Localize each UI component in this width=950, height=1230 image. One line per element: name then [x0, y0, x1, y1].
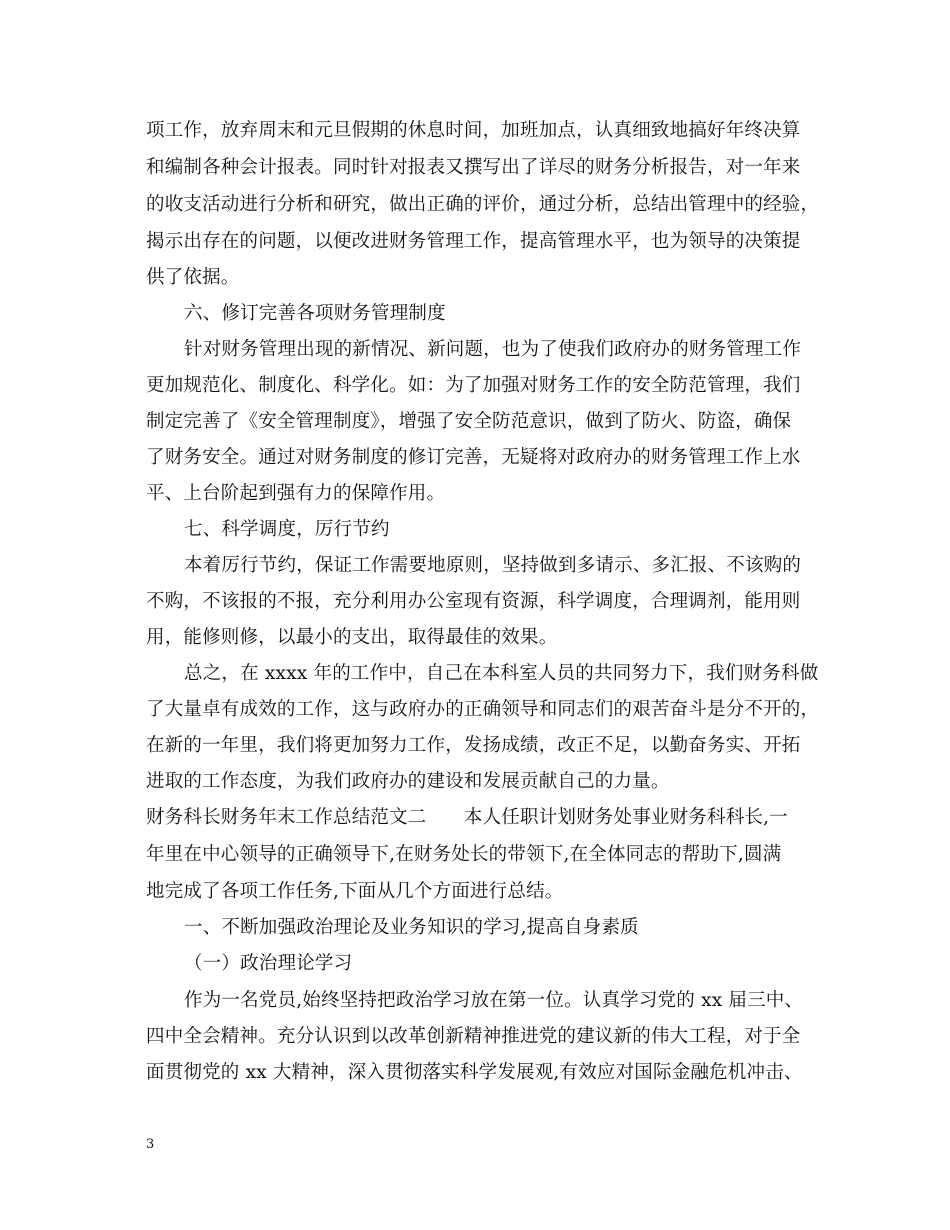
text-line: 年里在中心领导的正确领导下,在财务处长的带领下,在全体同志的帮助下,圆满	[146, 844, 782, 865]
page-number: 3	[146, 1137, 155, 1152]
section-heading: 六、修订完善各项财务管理制度	[184, 303, 446, 324]
text-line: 更加规范化、制度化、科学化。如：为了加强对财务工作的安全防范管理，我们	[146, 375, 801, 396]
text-line: 针对财务管理出现的新情况、新问题，也为了使我们政府办的财务管理工作	[184, 339, 802, 360]
text-line: 作为一名党员,始终坚持把政治学习放在第一位。认真学习党的 xx 届三中、	[184, 990, 804, 1011]
subsection-heading: （一）政治理论学习	[184, 953, 353, 974]
text-line: 项工作，放弃周末和元旦假期的休息时间，加班加点，认真细致地搞好年终决算	[146, 120, 801, 141]
text-line: 地完成了各项工作任务,下面从几个方面进行总结。	[146, 881, 564, 902]
text-line: 四中全会精神。充分认识到以改革创新精神推进党的建议新的伟大工程，对于全	[146, 1026, 801, 1047]
text-line: 总之，在 xxxx 年的工作中，自己在本科室人员的共同努力下，我们财务科做	[184, 663, 819, 684]
section-heading: 七、科学调度，厉行节约	[184, 519, 390, 540]
text-line: 财务科长财务年末工作总结范文二 本人任职计划财务处事业财务科科长,一	[146, 807, 788, 828]
text-line: 不购，不该报的不报，充分利用办公室现有资源，科学调度，合理调剂，能用则	[146, 591, 801, 612]
text-line: 制定完善了《安全管理制度》，增强了安全防范意识，做到了防火、防盗，确保	[146, 411, 792, 432]
text-line: 的收支活动进行分析和研究，做出正确的评价，通过分析，总结出管理中的经验，	[146, 194, 820, 215]
text-line: 本着厉行节约，保证工作需要地原则，坚持做到多请示、多汇报、不该购的	[184, 555, 802, 576]
text-line: 供了依据。	[146, 267, 240, 288]
text-line: 和编制各种会计报表。同时针对报表又撰写出了详尽的财务分析报告，对一年来	[146, 157, 801, 178]
text-line: 揭示出存在的问题，以便改进财务管理工作，提高管理水平，也为领导的决策提	[146, 231, 801, 252]
text-line: 进取的工作态度，为我们政府办的建设和发展贡献自己的力量。	[146, 771, 670, 792]
text-line: 用，能修则修，以最小的支出，取得最佳的效果。	[146, 627, 558, 648]
section-heading: 一、不断加强政治理论及业务知识的学习,提高自身素质	[184, 917, 639, 938]
text-line: 了大量卓有成效的工作，这与政府办的正确领导和同志们的艰苦奋斗是分不开的，	[146, 699, 820, 720]
text-line: 面贯彻党的 xx 大精神，深入贯彻落实科学发展观,有效应对国际金融危机冲击、	[146, 1062, 803, 1083]
text-line: 了财务安全。通过对财务制度的修订完善，无疑将对政府办的财务管理工作上水	[146, 447, 801, 468]
text-line: 平、上台阶起到强有力的保障作用。	[146, 483, 446, 504]
text-line: 在新的一年里，我们将更加努力工作，发扬成绩，改正不足，以勤奋务实、开拓	[146, 735, 801, 756]
